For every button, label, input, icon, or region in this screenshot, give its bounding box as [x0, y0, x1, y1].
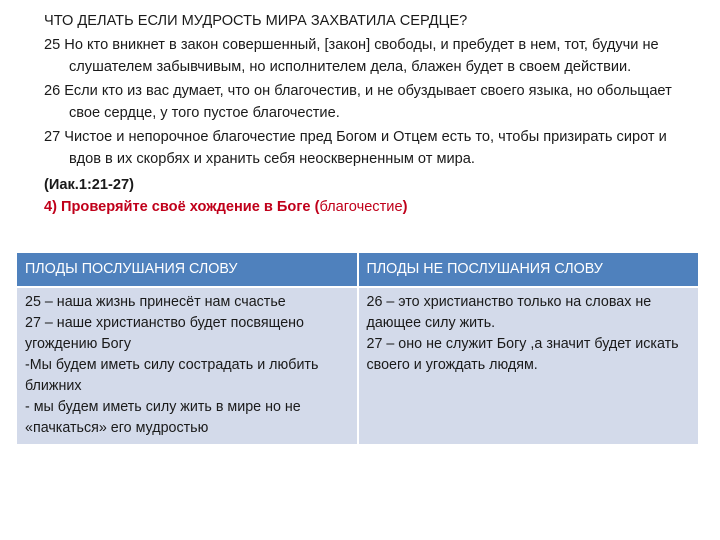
verse-26: 26 Если кто из вас думает, что он благочестив, и не обуздывает своего языка, но обольщает свое сердце, у того пустое благочестие.	[44, 83, 672, 121]
list-item: 26 – это христианство только на словах не дающее силу жить.	[366, 294, 652, 331]
cell-disobedience-fruits	[358, 287, 699, 444]
header-disobedience: ПЛОДЫ НЕ ПОСЛУШАНИЯ СЛОВУ	[358, 253, 699, 287]
page-heading: ЧТО ДЕЛАТЬ ЕСЛИ МУДРОСТЬ МИРА ЗАХВАТИЛА СЕРДЦЕ?	[44, 13, 468, 29]
table-header-row	[17, 253, 698, 287]
section-title	[44, 196, 694, 218]
list-item: 27 – наше христианство будет посвящено угождению Богу	[25, 315, 305, 352]
section-title-normal: благочестие	[319, 199, 403, 215]
scripture-reference: (Иак.1:21-27)	[44, 177, 134, 193]
scripture-text-block	[44, 10, 694, 218]
list-item: 27 – оно не служит Богу ,а значит будет искать своего и угождать людям.	[366, 336, 679, 373]
list-item: - мы будем иметь силу жить в мире но не «пачкаться» его мудростью	[25, 399, 301, 436]
list-item: 25 – наша жизнь принесёт нам счастье	[25, 294, 286, 310]
header-obedience: ПЛОДЫ ПОСЛУШАНИЯ СЛОВУ	[17, 253, 358, 287]
list-item: -Мы будем иметь силу сострадать и любить ближних	[25, 357, 319, 394]
fruits-table	[17, 253, 698, 444]
section-title-close: )	[402, 199, 408, 215]
cell-obedience-fruits	[17, 287, 358, 444]
verse-27: 27 Чистое и непорочное благочестие пред Богом и Отцем есть то, чтобы призирать сирот и вдов в их скорбях и хранить себя неоскверненным от мира.	[44, 129, 667, 167]
table-row	[17, 287, 698, 444]
section-title-bold: 4) Проверяйте своё хождение в Боге (	[44, 199, 320, 215]
verse-25: 25 Но кто вникнет в закон совершенный, [закон] свободы, и пребудет в нем, тот, будучи не слушателем забывчивым, но исполнителем дела, блажен будет в своем действии.	[44, 37, 659, 75]
